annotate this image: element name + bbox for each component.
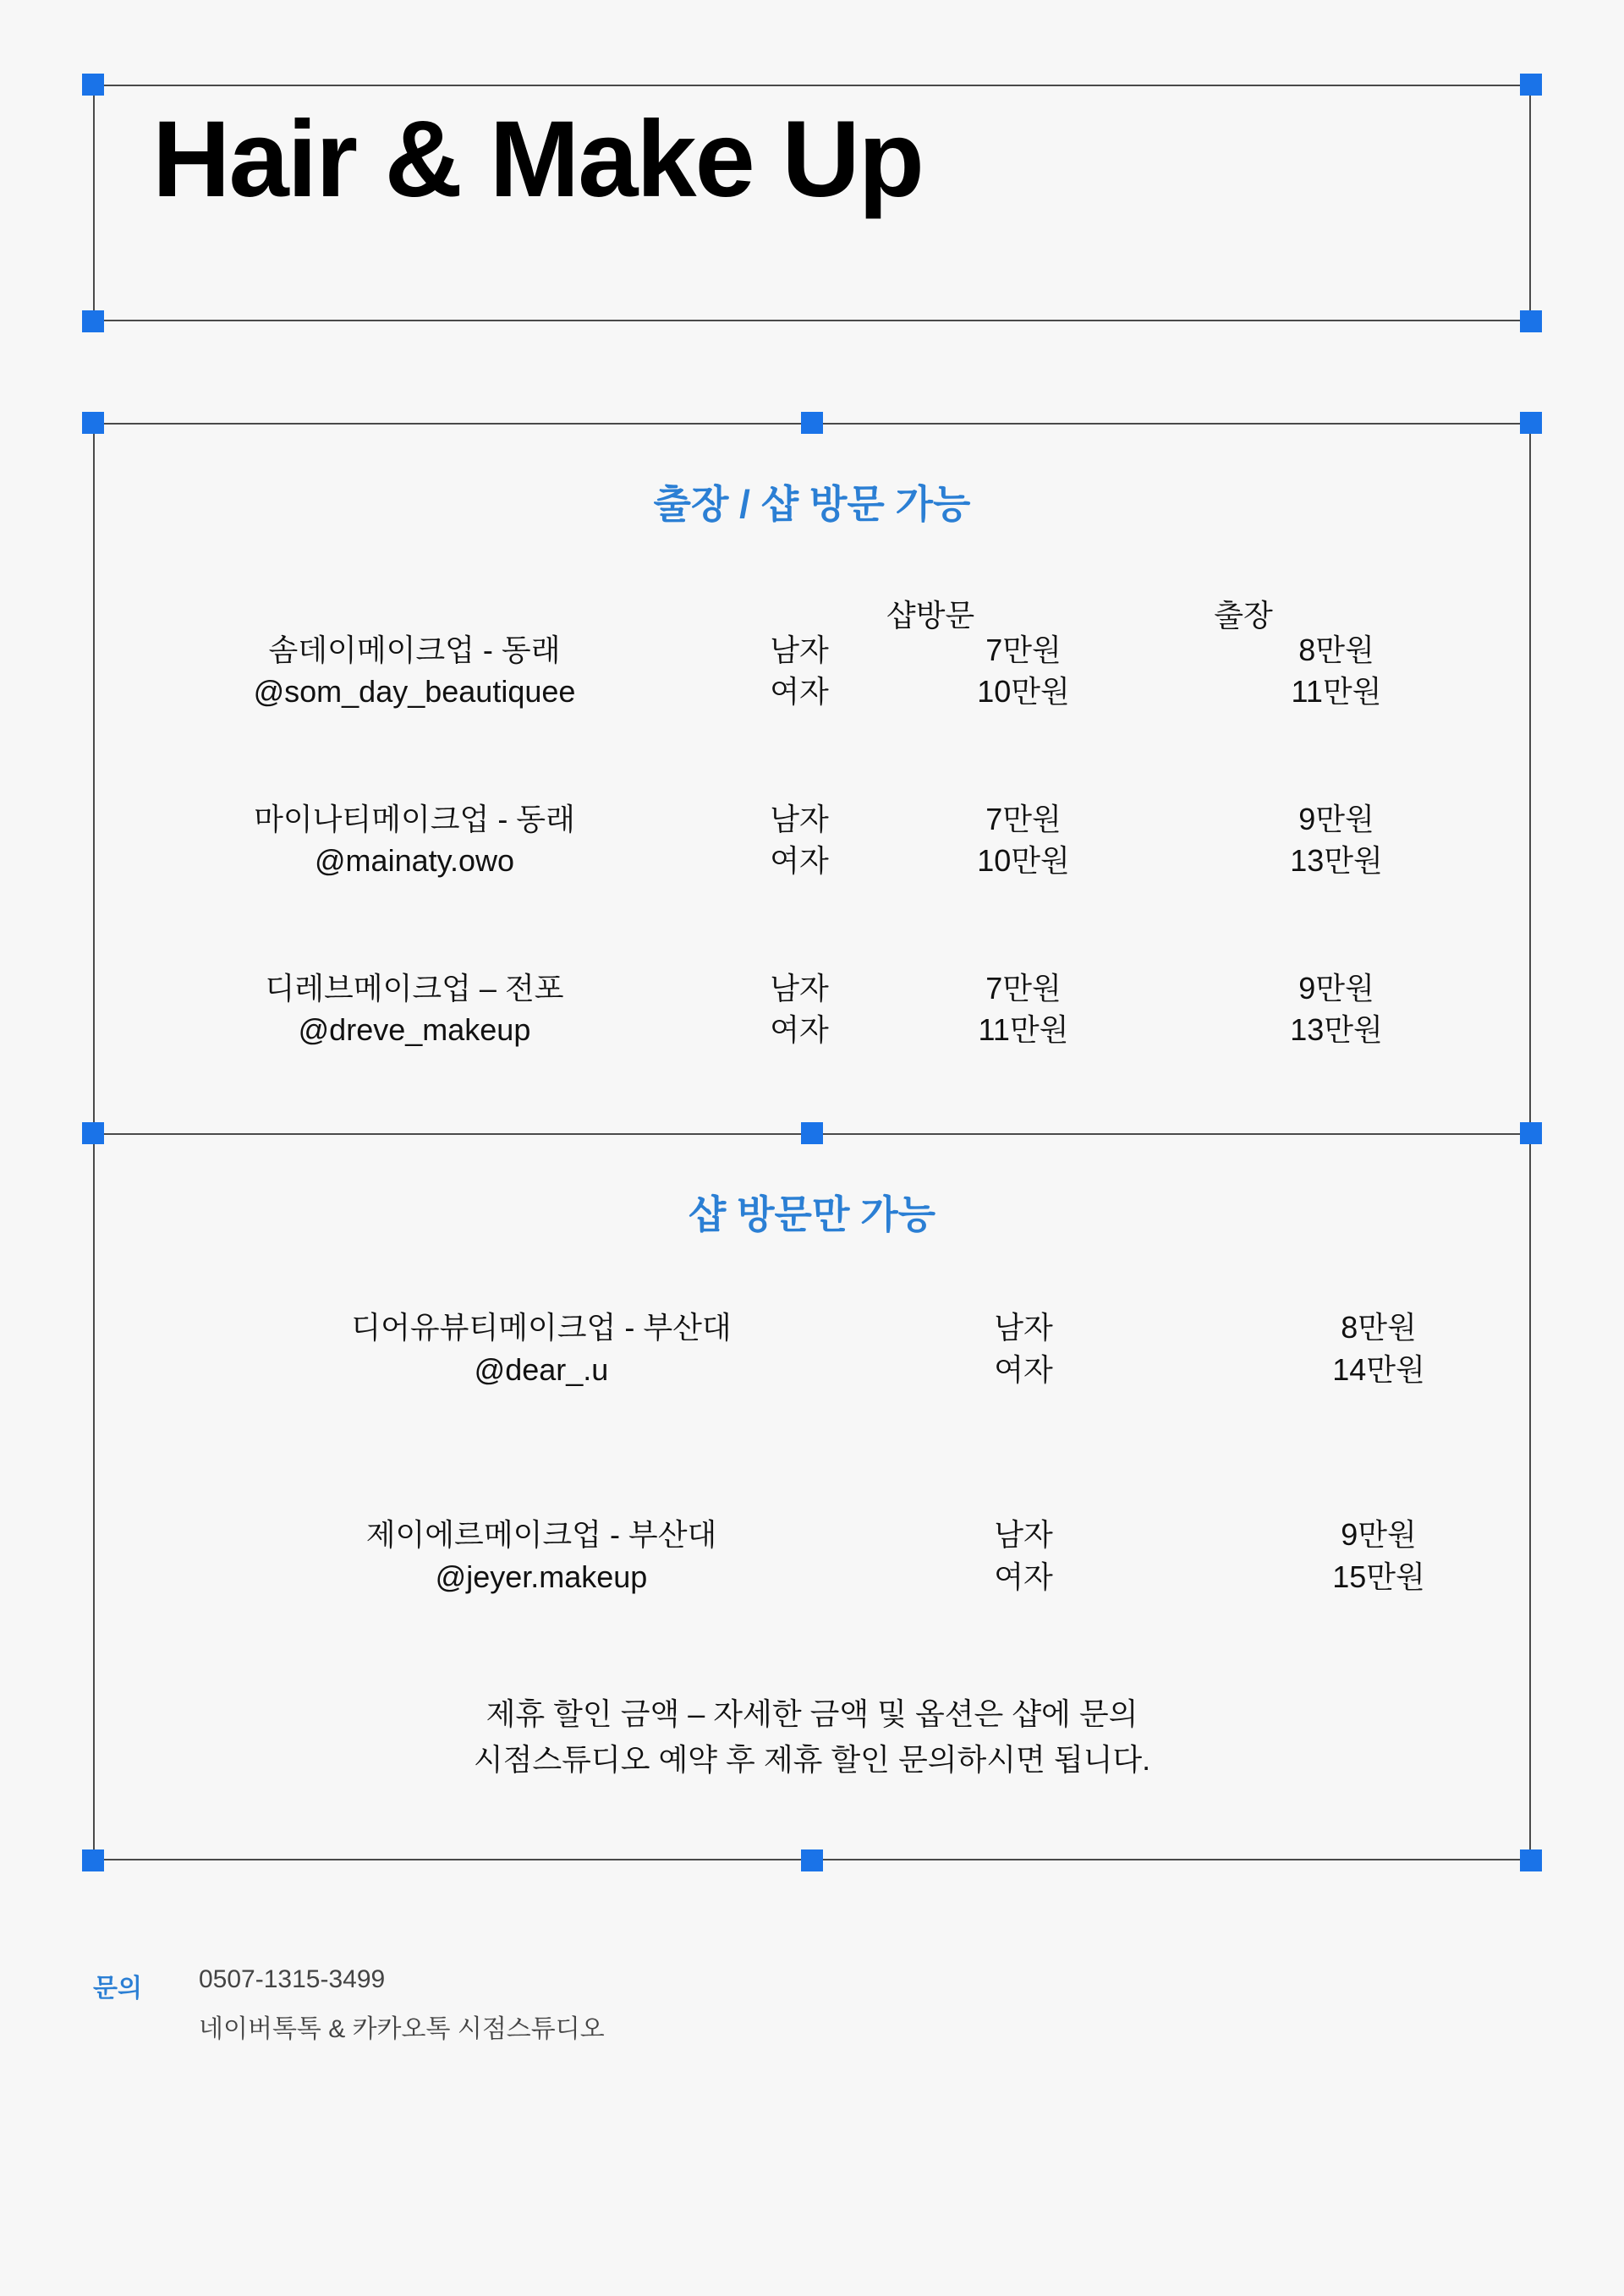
outcall-price	[1210, 799, 1463, 881]
gender-column	[736, 799, 863, 881]
shop-visit-price	[1260, 1307, 1497, 1392]
shop-visit-price	[905, 630, 1142, 712]
shop-handle-text: @dear_.u	[474, 1352, 609, 1388]
shop-price-female: 15만원	[1332, 1559, 1425, 1595]
contact-label: 문의	[93, 1975, 142, 2003]
shop-handle-text: @jeyer.makeup	[435, 1559, 648, 1595]
resize-handle-title-bl[interactable]	[82, 310, 104, 332]
gender-male: 남자	[994, 1310, 1053, 1345]
gender-male: 남자	[770, 633, 829, 667]
gender-female: 여자	[770, 1011, 829, 1047]
outcall-price-female: 13만원	[1290, 842, 1383, 878]
shop-name-text: 디레브메이크업 – 전포	[265, 971, 564, 1006]
resize-handle-content-br[interactable]	[1520, 1849, 1542, 1871]
shop-price-female: 14만원	[1332, 1352, 1425, 1388]
gender-male: 남자	[770, 802, 829, 836]
shop-price-female: 11만원	[978, 1011, 1069, 1047]
price-row	[93, 1307, 1531, 1408]
gender-male: 남자	[994, 1517, 1053, 1552]
shop-name	[144, 968, 685, 1050]
outcall-price-female: 13만원	[1290, 1011, 1383, 1047]
page-title: Hair & Make Up	[152, 99, 923, 220]
shop-visit-price	[1260, 1514, 1497, 1599]
shop-handle-text: @som_day_beautiquee	[253, 673, 576, 709]
shop-name	[178, 1514, 905, 1599]
shop-visit-price	[905, 799, 1142, 881]
column-header-outcall: 출장	[1214, 598, 1273, 633]
gender-column	[736, 630, 863, 712]
outcall-price-male: 9만원	[1298, 802, 1374, 836]
shop-price-male: 8만원	[1341, 1310, 1417, 1345]
shop-handle-text: @mainaty.owo	[315, 842, 514, 878]
resize-handle-content-ml[interactable]	[82, 1122, 104, 1144]
shop-name	[178, 1307, 905, 1392]
column-header-shop-visit: 샵방문	[886, 598, 975, 633]
shop-name	[144, 799, 685, 881]
discount-note-line2: 시점스튜디오 예약 후 제휴 할인 문의하시면 됩니다.	[473, 1742, 1151, 1777]
gender-female: 여자	[770, 842, 829, 878]
gender-column	[736, 968, 863, 1050]
outcall-price-male: 8만원	[1298, 633, 1374, 667]
price-row	[93, 968, 1531, 1070]
resize-handle-content-mr[interactable]	[1520, 1122, 1542, 1144]
gender-male: 남자	[770, 971, 829, 1006]
resize-handle-content-tm[interactable]	[801, 412, 823, 434]
outcall-price-male: 9만원	[1298, 971, 1374, 1006]
price-row	[93, 799, 1531, 901]
shop-price-female: 10만원	[977, 673, 1070, 709]
shop-name-text: 마이나티메이크업 - 동래	[254, 802, 575, 836]
shop-name-text: 제이에르메이크업 - 부산대	[365, 1517, 717, 1552]
shop-name-text: 디어유뷰티메이크업 - 부산대	[351, 1310, 732, 1345]
contact-phone: 0507-1315-3499	[199, 1965, 386, 1993]
shop-name-text: 솜데이메이크업 - 동래	[268, 633, 561, 667]
resize-handle-content-mm[interactable]	[801, 1122, 823, 1144]
resize-handle-content-bm[interactable]	[801, 1849, 823, 1871]
outcall-price	[1210, 630, 1463, 712]
shop-price-male: 7만원	[985, 802, 1062, 836]
resize-handle-content-tr[interactable]	[1520, 412, 1542, 434]
gender-female: 여자	[994, 1559, 1053, 1595]
gender-female: 여자	[770, 673, 829, 709]
outcall-price	[1210, 968, 1463, 1050]
contact-sns: 네이버톡톡 & 카카오톡 시점스튜디오	[199, 2015, 605, 2043]
resize-handle-title-br[interactable]	[1520, 310, 1542, 332]
resize-handle-content-bl[interactable]	[82, 1849, 104, 1871]
gender-column	[956, 1514, 1091, 1599]
gender-female: 여자	[994, 1352, 1053, 1388]
section-heading-shop-only: 샵 방문만 가능	[688, 1192, 936, 1236]
discount-note-line1: 제휴 할인 금액 – 자세한 금액 및 옵션은 샵에 문의	[486, 1696, 1138, 1731]
resize-handle-title-tr[interactable]	[1520, 74, 1542, 96]
shop-price-male: 7만원	[985, 633, 1062, 667]
price-row	[93, 630, 1531, 732]
shop-price-male: 7만원	[985, 971, 1062, 1006]
shop-visit-price	[905, 968, 1142, 1050]
discount-note	[93, 1691, 1531, 1783]
gender-column	[956, 1307, 1091, 1392]
section-heading-outcall-shop: 출장 / 샵 방문 가능	[653, 482, 971, 526]
shop-price-female: 10만원	[977, 842, 1070, 878]
shop-handle-text: @dreve_makeup	[298, 1011, 531, 1047]
resize-handle-content-tl[interactable]	[82, 412, 104, 434]
resize-handle-title-tl[interactable]	[82, 74, 104, 96]
price-row	[93, 1514, 1531, 1615]
shop-price-male: 9만원	[1341, 1517, 1417, 1552]
shop-name	[144, 630, 685, 712]
outcall-price-female: 11만원	[1291, 673, 1382, 709]
